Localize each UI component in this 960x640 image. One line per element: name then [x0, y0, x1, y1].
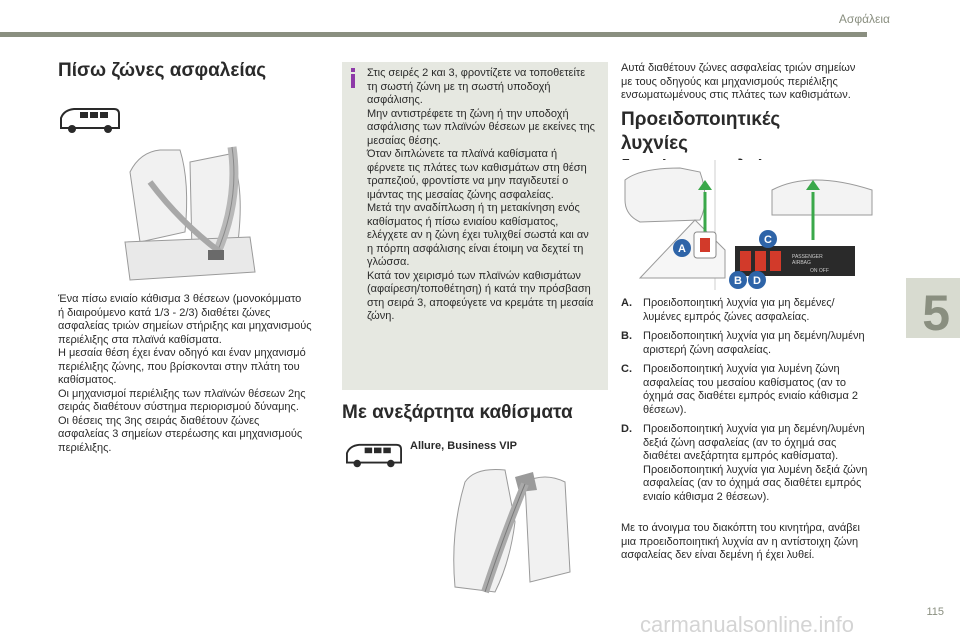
- rear-line: Ένα πίσω ενιαίο κάθισμα 3 θέσεων (μονοκόμματο: [58, 293, 302, 305]
- rear-line: σειράς διαθέτουν σύστημα περιορισμού δύναμης.: [58, 401, 299, 413]
- info-line: ελέγχετε αν η ζώνη έχει τυλιχθεί σωστά και αν: [367, 229, 589, 241]
- section-label: Ασφάλεια: [838, 12, 890, 26]
- info-line: καθίσματος ή πίσω ενιαίου καθίσματος,: [367, 215, 559, 228]
- independent-seats-title: Με ανεξάρτητα καθίσματα: [342, 402, 573, 423]
- intro-line: Αυτά διαθέτουν ζώνες ασφαλείας τριών σημείων: [621, 62, 856, 74]
- legend-line: ασφαλείας (αν το όχημά σας διαθέτει εμπρός: [643, 477, 862, 489]
- info-line: Κατά τον χειρισμό των πλαϊνών καθισμάτων: [367, 269, 581, 282]
- panel-line: PASSENGER: [792, 254, 823, 260]
- info-line: Στις σειρές 2 και 3, φροντίζετε να τοποθετείτε: [367, 67, 586, 79]
- header-rule-left: [0, 32, 482, 37]
- legend-line: ασφαλείας του μεσαίου καθίσματος (αν το: [643, 376, 846, 389]
- legend-line: λυμένες εμπρός ζώνες ασφαλείας.: [643, 310, 810, 323]
- marker-a: A: [678, 243, 686, 255]
- legend-text: [643, 297, 871, 324]
- info-line: γλώσσα.: [367, 256, 410, 268]
- rear-line: Οι μηχανισμοί περιέλιξης των πλαϊνών θέσεων 2ης: [58, 387, 306, 400]
- van-icon-variant: [344, 442, 404, 470]
- rear-line: Οι θέσεις της 3ης σειράς διαθέτουν ζώνες: [58, 414, 260, 427]
- header-rule-right: [482, 32, 867, 37]
- warning-legend: [621, 297, 871, 510]
- legend-line: δεξιά ζώνη ασφαλείας (αν το όχημά σας: [643, 436, 837, 449]
- info-box-text: [367, 67, 605, 324]
- info-line: Όταν διπλώνετε τα πλαϊνά καθίσματα ή: [367, 148, 558, 160]
- info-line: ασφάλισης.: [367, 94, 423, 106]
- legend-line: Προειδοποιητική λυχνία για μη δεμένη/λυμένη: [643, 423, 865, 435]
- legend-key: D.: [621, 423, 632, 435]
- info-icon: [348, 68, 358, 88]
- rear-line: καθίσματος.: [58, 374, 117, 386]
- legend-item: [621, 297, 871, 324]
- info-line: μεσαίας θέσης.: [367, 134, 441, 147]
- legend-item: [621, 330, 871, 357]
- right-intro: [621, 62, 866, 103]
- closing-line: μια προειδοποιητική λυχνία αν η αντίστοιχη ζώνη: [621, 535, 859, 548]
- legend-line: Προειδοποιητική λυχνία για μη δεμένη/λυμένη: [643, 330, 865, 342]
- legend-line: Προειδοποιητική λυχνία για λυμένη δεξιά ζώνη: [643, 463, 868, 476]
- info-line: στη σειρά 3, αποφεύγετε να κρεμάτε τη μεσαία: [367, 296, 594, 309]
- marker-d: D: [753, 275, 761, 287]
- marker-b: B: [734, 275, 742, 287]
- warning-title-line: Προειδοποιητικές λυχνίες: [621, 109, 781, 154]
- legend-line: θέσεων).: [643, 403, 687, 416]
- rear-line: Η μεσαία θέση έχει έναν οδηγό και έναν μηχανισμό: [58, 347, 306, 359]
- marker-c: C: [764, 234, 772, 246]
- info-line: ιμάντας της μεσαίας ζώνης ασφαλείας.: [367, 188, 554, 201]
- info-line: τη σωστή ζώνη με τη σωστή υποδοχή: [367, 80, 551, 93]
- legend-line: διαθέτει ανεξάρτητα εμπρός καθίσματα).: [643, 450, 839, 462]
- legend-key: B.: [621, 330, 632, 342]
- panel-line: AIRBAG: [792, 260, 811, 266]
- info-line: Μην αντιστρέφετε τη ζώνη ή την υποδοχή: [367, 107, 569, 120]
- rear-line: ασφαλείας τριών σημείων στήριξης και μηχανισμούς: [58, 320, 312, 332]
- intro-line: με τους οδηγούς και μηχανισμούς περιέλιξης: [621, 75, 838, 88]
- info-line: ασφάλισης των πλαϊνών θέσεων με εκείνες της: [367, 121, 595, 133]
- independent-seat-illustration: [445, 462, 595, 606]
- legend-key: A.: [621, 297, 632, 309]
- info-line: φέρνετε τις πλάτες των καθισμάτων στη θέση: [367, 161, 587, 174]
- rear-line: ασφαλείας 3 σημείων στερέωσης και μηχανισμούς: [58, 428, 303, 440]
- info-line: η πόρπη ασφάλισης είναι έτοιμη να δεχτεί τη: [367, 242, 584, 255]
- legend-item: [621, 363, 871, 417]
- closing-paragraph: [621, 522, 869, 563]
- rear-belts-paragraph: [58, 293, 323, 455]
- legend-text: [643, 330, 871, 357]
- info-line: (αφαίρεση/τοποθέτηση) ή κατά την πρόσβαση: [367, 283, 591, 295]
- rear-line: περιέλιξης.: [58, 441, 112, 454]
- intro-line: ενσωματωμένους στις πλάτες των καθισμάτων.: [621, 89, 851, 101]
- variant-label: Allure, Business VIP: [410, 440, 517, 452]
- legend-line: Προειδοποιητική λυχνία για λυμένη ζώνη: [643, 363, 840, 375]
- chapter-number: 5: [922, 285, 950, 341]
- page-number: 115: [926, 606, 944, 618]
- rear-belts-title: Πίσω ζώνες ασφαλείας: [58, 60, 267, 81]
- info-line: Μετά την αναδίπλωση ή τη μετακίνηση ενός: [367, 202, 580, 214]
- info-line: ζώνη.: [367, 310, 395, 322]
- legend-text: [643, 363, 871, 417]
- rear-bench-illustration: [120, 142, 260, 282]
- legend-line: όχημά σας διαθέτει εμπρός ενιαίο κάθισμα 2: [643, 390, 859, 402]
- legend-line: Προειδοποιητική λυχνία για μη δεμένες/: [643, 297, 835, 309]
- legend-text: [643, 423, 871, 504]
- warning-lamp-illustration: [620, 160, 882, 290]
- legend-line: αριστερή ζώνη ασφαλείας.: [643, 343, 772, 356]
- rear-line: ή διαιρούμενο κατά 1/3 - 2/3) διαθέτει ζώνες: [58, 306, 271, 319]
- rear-line: περιέλιξης στα πλαϊνά καθίσματα.: [58, 333, 222, 346]
- panel-line: ON OFF: [810, 268, 829, 274]
- closing-line: ασφαλείας δεν είναι δεμένη ή έχει λυθεί.: [621, 549, 815, 561]
- rear-line: περιέλιξης ζώνης, που βρίσκονται στην πλάτη του: [58, 360, 300, 373]
- legend-item: [621, 423, 871, 504]
- watermark: carmanualsonline.info: [640, 612, 855, 637]
- legend-line: ενιαίο κάθισμα 2 θέσεων).: [643, 490, 770, 503]
- closing-line: Με το άνοιγμα του διακόπτη του κινητήρα, ανάβει: [621, 522, 860, 534]
- legend-key: C.: [621, 363, 632, 375]
- info-line: τραπεζιού, φροντίστε να μην παγιδευτεί ο: [367, 175, 569, 187]
- van-icon: [58, 106, 122, 136]
